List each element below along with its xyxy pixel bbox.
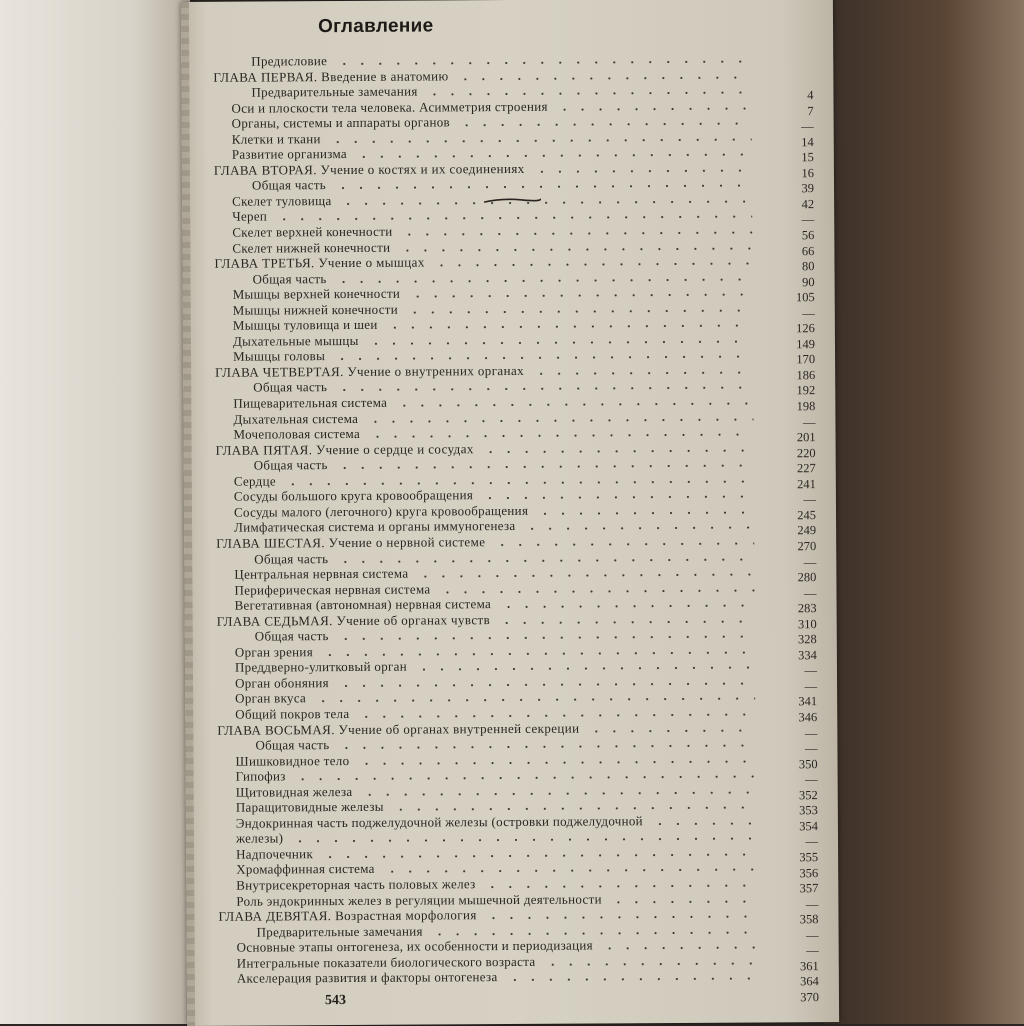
toc-entry-title: Скелет туловища (232, 193, 332, 209)
page-number: 270 (797, 539, 817, 554)
page-number: 90 (802, 274, 815, 289)
page-number: 170 (796, 352, 816, 367)
page-number: — (802, 305, 815, 320)
page-number: — (806, 943, 819, 958)
page-number: 334 (798, 647, 817, 663)
page-number: 126 (796, 321, 815, 336)
chapter-heading: ГЛАВА ПЕРВАЯ. Введение в анатомию (213, 67, 449, 85)
toc-entry-title: Развитие организма (231, 146, 348, 162)
page-number: 358 (799, 912, 819, 927)
table-of-contents (181, 50, 807, 987)
page-number: 227 (796, 461, 816, 476)
toc-entry-title: Дыхательная система (233, 410, 359, 427)
toc-entry-title: Скелет нижней конечности (232, 239, 391, 256)
toc-entry-title: Щитовидная железа (235, 783, 353, 800)
page-number: 361 (799, 958, 819, 974)
toc-entry-title: Лимфатическая система и органы иммуногенеза (234, 518, 516, 536)
toc-entry-title: Орган обоняния (234, 674, 329, 691)
page-number: 192 (796, 383, 816, 398)
toc-entry-title: Интегральные показатели биологического возраста (236, 953, 536, 971)
page-number: — (803, 492, 816, 507)
page-number: 357 (799, 881, 819, 896)
toc-entry-title: Паращитовидные железы (235, 799, 384, 815)
toc-entry-title: Мочеполовая система (233, 426, 361, 442)
page-number: 346 (798, 710, 818, 725)
toc-entry-title: Предварительные замечания (256, 923, 423, 940)
page-number: 352 (798, 787, 818, 802)
page-number: — (804, 679, 818, 694)
page-number: 356 (799, 865, 819, 880)
toc-entry-title: Общий покров тела (235, 705, 350, 722)
page-number: 341 (798, 694, 818, 709)
page-number: 241 (797, 476, 816, 491)
page-number: 280 (797, 570, 817, 585)
toc-entry-title: Мышцы туловища и шеи (232, 317, 378, 333)
book-page (181, 0, 839, 1026)
page-number: 42 (801, 196, 815, 212)
page-number: — (806, 927, 819, 942)
pen-underline-mark (482, 196, 542, 204)
page-number: — (805, 896, 819, 911)
chapter-heading: ГЛАВА ШЕСТАЯ. Учение о нервной системе (216, 534, 486, 551)
chapter-heading: ГЛАВА ЧЕТВЕРТАЯ. Учение о внутренних органах (215, 362, 525, 380)
toc-entry-title: Гипофиз (235, 768, 286, 784)
chapter-heading: ГЛАВА ВТОРАЯ. Учение о костях и их соединениях (213, 160, 525, 178)
page-number: 220 (796, 445, 816, 460)
toc-entry-title: Общая часть (252, 270, 327, 287)
page-number: — (803, 554, 817, 569)
page-number: 353 (799, 803, 818, 818)
toc-entry-title: Общая часть (255, 737, 330, 753)
page-number: 310 (797, 616, 817, 631)
toc-entry-title: Общая часть (254, 550, 329, 567)
chapter-heading: ГЛАВА СЕДЬМАЯ. Учение об органах чувств (216, 611, 491, 629)
toc-entry-title: Общая часть (254, 628, 329, 644)
page-number: 249 (797, 523, 817, 538)
toc-entry-title: Предисловие (251, 53, 328, 69)
toc-entry-title: Мышцы нижней конечности (232, 301, 399, 318)
page-number: 245 (797, 507, 817, 523)
page-number: — (804, 725, 818, 740)
page-number: 355 (799, 850, 819, 865)
chapter-heading: ГЛАВА ТРЕТЬЯ. Учение о мышцах (214, 254, 425, 271)
page-number: 201 (796, 430, 816, 445)
page-number: 149 (796, 336, 816, 352)
toc-entry-title: Акселерация развития и факторы онтогенеза (236, 969, 498, 986)
page-number: 15 (801, 150, 814, 165)
page-number: — (805, 772, 818, 787)
page-number: 370 (800, 990, 820, 1005)
page-number: 186 (796, 368, 816, 383)
page-number: 328 (797, 632, 817, 647)
page-number: 16 (801, 165, 814, 180)
page-number: 80 (801, 259, 815, 274)
toc-entry-title: Надпочечник (236, 846, 314, 862)
toc-entry-title: Основные этапы онтогенеза, их особенности и периодизация (236, 937, 593, 955)
page-number: — (804, 663, 818, 678)
page-number: 7 (807, 103, 814, 118)
toc-entry-title: Органы, системы и аппараты органов (231, 114, 450, 131)
page-number: 66 (801, 243, 815, 258)
toc-entry-title: Мышцы верхней конечности (232, 285, 401, 302)
background-left (0, 0, 190, 1024)
page-number: — (801, 119, 814, 134)
page-number: 105 (795, 290, 815, 305)
page-number: 14 (801, 134, 814, 149)
toc-entry-title: Пищеварительная система (233, 394, 388, 411)
page-title: Оглавление (317, 15, 434, 38)
page-number: — (805, 834, 819, 849)
toc-entry-title: Общая часть (253, 457, 328, 473)
toc-entry-title: Оси и плоскости тела человека. Асимметрия строения (231, 98, 548, 116)
chapter-heading: ГЛАВА ПЯТАЯ. Учение о сердце и сосудах (215, 440, 474, 458)
toc-entry-title: Скелет верхней конечности (232, 223, 393, 240)
page-number: — (802, 414, 816, 429)
toc-entry-title: Сердце (233, 473, 276, 489)
toc-entry-title: Сосуды большого круга кровообращения (233, 487, 474, 504)
toc-entry-title: Клетки и ткани (231, 130, 321, 147)
toc-entry-title: Периферическая нервная система (234, 581, 431, 598)
toc-entry (187, 967, 807, 986)
toc-entry-title: Предварительные замечания (251, 83, 418, 100)
toc-entry-title: Дыхательные мышцы (232, 332, 359, 349)
toc-entry-title: Внутрисекреторная часть половых желез (236, 876, 476, 893)
page-number: 56 (801, 228, 815, 243)
toc-entry-title: Эндокринная часть поджелудочной железы (островки поджелудочной (235, 812, 643, 831)
page-number: 354 (799, 818, 818, 834)
background-right (824, 0, 1024, 1024)
toc-entry-title: Роль эндокринных желез в регуляции мышечной деятельности (236, 890, 602, 909)
toc-entry-title: Хромаффинная система (236, 861, 375, 878)
page-number: — (801, 212, 815, 227)
chapter-heading: ГЛАВА ВОСЬМАЯ. Учение об органах внутренней секреции (217, 720, 580, 738)
page-number: 198 (796, 399, 816, 414)
page-number: 4 (807, 88, 814, 103)
chapter-heading: ГЛАВА ДЕВЯТАЯ. Возрастная морфология (218, 907, 477, 924)
toc-entry-title: Общая часть (253, 379, 328, 396)
toc-entry-title: Череп (232, 208, 268, 225)
page-number: 364 (800, 974, 819, 989)
page-number: 283 (797, 601, 817, 616)
page-number: — (803, 585, 817, 600)
toc-entry-title: Преддверно-улитковый орган (234, 658, 407, 676)
toc-entry-title: Центральная нервная система (234, 565, 409, 582)
page-number: 39 (801, 181, 815, 196)
page-number: — (804, 741, 818, 756)
toc-entry-title: Мышцы головы (232, 348, 326, 365)
page-number-footer: 543 (324, 993, 347, 1009)
toc-entry-title: Вегетативная (автономная) нервная система (234, 596, 492, 613)
toc-entry-title: железы) (235, 830, 284, 847)
toc-entry-title: Шишковидное тело (235, 752, 350, 769)
toc-entry-title: Орган зрения (234, 643, 314, 660)
toc-entry-title: Общая часть (251, 177, 327, 193)
toc-entry-title: Орган вкуса (235, 690, 307, 707)
toc-entry-title: Сосуды малого (легочного) круга кровообращения (233, 502, 529, 520)
page-number: 350 (798, 756, 818, 771)
